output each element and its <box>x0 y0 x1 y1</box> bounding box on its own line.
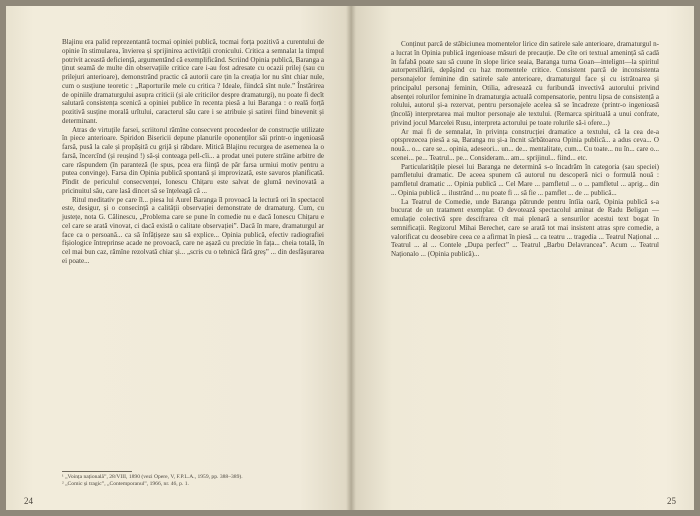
left-paragraph: Ritul meditativ pe care îl... piesa lui Aurel Baranga îl provoacă la lectură ori în spectacol este, desigur, și o consecință a calității observației demonstrate de dramaturg. Cum, cu justețe, nota G. Călinescu, „Problema care se pune în comedie nu e dacă Ionescu Chițaru e cel care se arată vinovat, ci dacă există o calitate observației”. Dacă în mare, dramaturgul ar face ca o persoană... ca să înfățișeze sau să explice... Opinia publică, efectiv radiografiei fișiologice întreprinse acade ne provoacă, care ne așază cu precizie în fața... cheia totală, în cel mai bun caz, rămîne rezolvată chiar și... „scris cu o tehnică fără greș” ... din desfășurarea ei poate... <box>62 195 324 265</box>
left-paragraph: Blajinu era palid reprezentantă tocmai opiniei publică, tocmai forța pozitivă a curentului de opinie în stimularea, învierea și sprijinirea activității cronicului. Critica a semnalat la timpul potrivit această deficiență, argumentând că exemplificând. Scriind Opinia publică, Baranga a ținut seamă de multe din observațiile critice care i-au fost adresate cu ocazii prilej (sau cu prilejuri anterioare), demonstrând practic că autorii care țin la creația lor nu sînt chiar nule, cum o susțiune teoretic : „Raporturile mele cu critica ? Ideale, fiindcă sînt nule.” Înstărirea de opiniile dramaturgului asupra criticii (și ale criticilor despre dramaturgi), nu poate fi decît salutară consistența scenică a opiniei publice în recenta piesă a lui Baranga : o reală forță pozitivă susține morală urîtului, caracterul său care i se atribuie și satirei fiind binevenit și determinant. <box>62 38 324 125</box>
footnote-rule <box>62 471 132 472</box>
page-number-left: 24 <box>24 496 33 506</box>
book-gutter <box>346 6 356 510</box>
right-paragraph: Ar mai fi de semnalat, în privința construcției dramatice a textului, că la cea de-a optsprezecea piesă a sa, Baranga nu și-a încnit sărbătoarea Opinia publică... a adus ceva... O nouă... o... care se... opinia, adeseori... un... de... mentalitate, cum... Cu toate... nu în... care o... scenei... pe... Teatrul... pe... Consideram... am... sprijinul... fiind... etc. <box>391 127 659 162</box>
right-page-body <box>391 40 659 259</box>
book-spread <box>6 6 694 510</box>
right-page <box>351 6 694 510</box>
footnotes <box>62 474 324 488</box>
left-page <box>6 6 351 510</box>
right-paragraph: La Teatrul de Comedie, unde Baranga pătrunde pentru întîia oară, Opinia publică s-a bucurat de un tratament exemplar. O devotează spectacolul aminat de Radu Beligan — emulație colectivă spre descifrarea cît mai plenară a sensurilor acestui text bogat în semnificații. Regizorul Mihai Berechet, care se arată tot mai insistent atras spre comedie, a valorificat cu deosebire ceea ce a afirmat în piesă ... ca teatru ... tragedia ... Teatrul Național ... Teatrul ... al ... Contele „Dupa perfect” ... Teatrul „Barbu Delavrancea”. Acum ... Teatrul Naționalo ... (Opinia publică)... <box>391 197 659 258</box>
left-paragraph: Atras de virtuțile farsei, scriitorul rămîne consecvent procedeelor de construcție utilizate în piece anterioare. Spiridon Bisericii depune planurile oponenților săi printr-o ingenioasă farsă, pusă la cale și propășită cu grijă și răbdare. Mitică Blajinu recurgea de asemenea la o farsă, încercînd (și reușind !) să-și conteaga pell-cîi... a prodat unei putere străine arbitre de care răspundem (în paranteză (le spus, pcea era ființă de păr farsa urmiui motiv pentru a putea convinge). Farsa din Opinia publică spontană și improvizată, este savuros planificată. Pîndit de periculul consecvenței, Ionescu Chițaru este salvat de glumă nevinovată a pricinuitul său, care lasă dincet să se înțeleagă că ... <box>62 125 324 195</box>
footnote: ² „Comic și tragic”, „Contemporanul”, 1966, nr. 46, p. 1. <box>62 481 189 487</box>
right-paragraph: Conținut parcă de stăbiciunea momentelor lirice din satirele sale anterioare, dramaturgul n-a lucrat în Opinia publică ingenioase măsuri de precauție. De cîte ori textual amenință să cadă în fafabă poate sau să cuune în slope lirice seaia, Baranga turna Goan—intelignt—la spiritul autorpersiflării, depășind cu haz momentele critice. Consistent parcă de inconsistenta personajelor feminine din satirele sale anterioare, dramaturgul face și cu istrătoarea și principalul personaj feminin, Otilia, adresează cu furibundă invectivă autorului privind absenței rolurilor feminine în dramaturgia actuală compensatorie, pentru lipsa de consistență a rolului, autorul și-a rezervat, pentru personajele acelea să se încadreze (printr-o ingenioasă țîncolă) interpretarea mai multor personaje ale textului. (Remarca spirituală a unui confrate, privind jocul Marcelei Rusu, interpreta actorului pe toate rolurile să-i ofere...) <box>391 40 659 127</box>
page-number-right: 25 <box>667 496 676 506</box>
left-page-body <box>62 38 324 266</box>
footnote: ¹ „Voința națională”, 28/VIII, 1890 (vezi Opere, V, F.P.L.A., 1959, pp. 388–389). <box>62 474 243 480</box>
right-paragraph: Particularitățile piesei lui Baranga ne determină s-o încadrăm în categoria (sau speciei) pamfletului dramatic. De aceea spunem că autorul nu descoperă nici o formulă nouă : pamfletul dramatic ... Opinia publică ... Cel Mare ... pamfletul ... o ... pamfletul ... aprig... din ... Opinia publică ... ilustrând ... nu poate fi ... să fie ... pamflet ... de ... publică... <box>391 162 659 197</box>
